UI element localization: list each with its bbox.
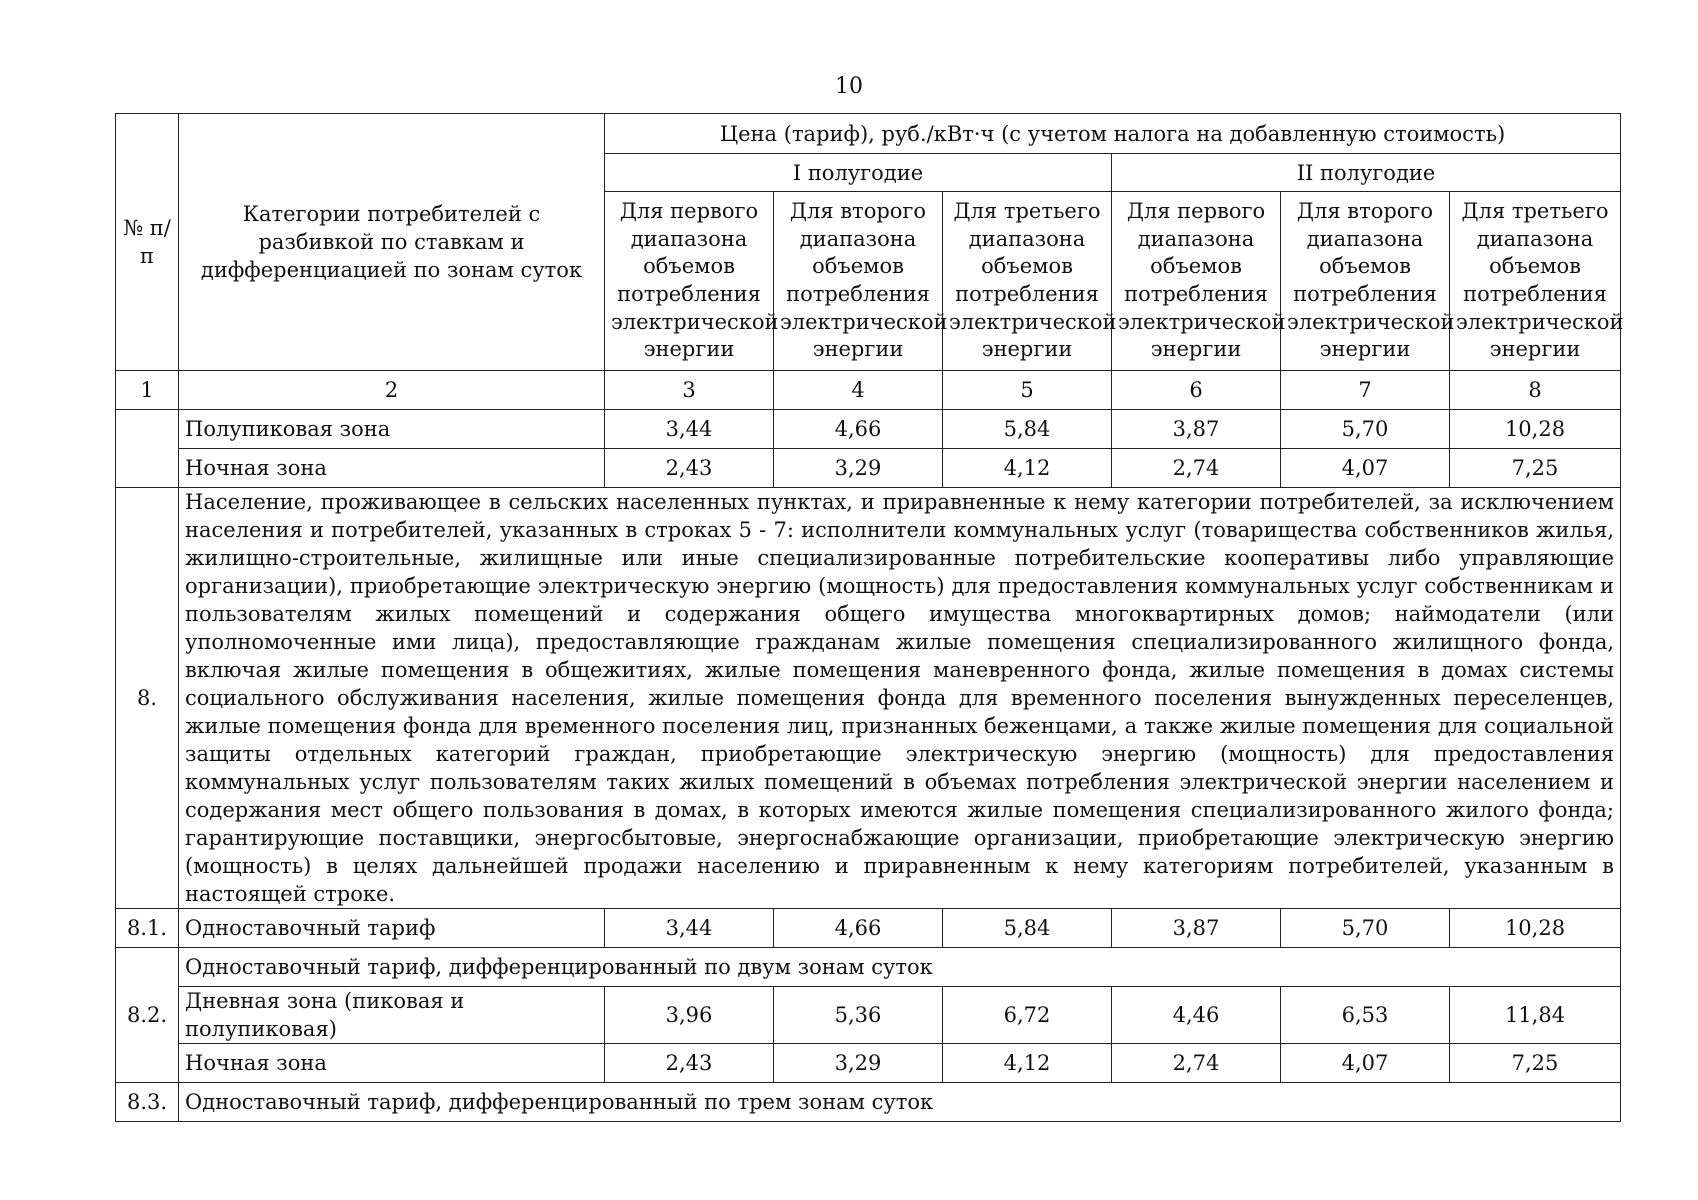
row-label: Ночная зона: [179, 1044, 605, 1083]
tariff-value: 2,43: [605, 449, 774, 488]
tariff-value: 2,43: [605, 1044, 774, 1083]
table-row: [116, 488, 1621, 909]
table-row: [116, 948, 1621, 987]
category-description: Население, проживающее в сельских населенных пунктах, и приравненные к нему категории потребителей, за исключением населения и потребителей, указанных в строках 5 - 7: исполнители коммунальных услуг (товарищества собственников жилья, жилищно-строительные, жилищные или иные специализированные потребительские кооперативы либо управляющие организации), приобретающие электрическую энергию (мощность) для предоставления коммунальных услуг собственникам и пользователям жилых помещений и содержания общего имущества многоквартирных домов; наймодатели (или уполномоченные ими лица), предоставляющие гражданам жилые помещения специализированного жилищного фонда, включая жилые помещения в общежитиях, жилые помещения маневренного фонда, жилые помещения в домах системы социального обслуживания населения, жилые помещения фонда для временного поселения вынужденных переселенцев, жилые помещения фонда для временного поселения лиц, признанных беженцами, а также жилые помещения для социальной защиты отдельных категорий граждан, приобретающие электрическую энергию (мощность) для предоставления коммунальных услуг пользователям таких жилых помещений в объемах потребления электрической энергии населением и содержания мест общего пользования в домах, в которых имеются жилые помещения специализированного жилого фонда; гарантирующие поставщики, энергосбытовые, энергоснабжающие организации, приобретающие электрическую энергию (мощность) в целях дальнейшей продажи населению и приравненным к нему категориям потребителей, указанным в настоящей строке.: [179, 488, 1621, 909]
tariff-value: 4,66: [774, 410, 943, 449]
row-number: 8.1.: [116, 909, 179, 948]
tariff-value: 2,74: [1112, 1044, 1281, 1083]
tariff-value: 4,46: [1112, 987, 1281, 1044]
tariff-value: 2,74: [1112, 449, 1281, 488]
tariff-value: 3,44: [605, 909, 774, 948]
header-half-2: II полугодие: [1112, 154, 1621, 192]
table-row: [116, 987, 1621, 1044]
row-number: 8.3.: [116, 1083, 179, 1122]
tariff-table: [115, 113, 1624, 1122]
tariff-value: 4,07: [1281, 1044, 1450, 1083]
row-label: Одноставочный тариф, дифференцированный по трем зонам суток: [179, 1083, 1621, 1122]
tariff-value: 5,84: [943, 410, 1112, 449]
tariff-value: 5,70: [1281, 410, 1450, 449]
tariff-value: 4,07: [1281, 449, 1450, 488]
tariff-value: 10,28: [1450, 909, 1621, 948]
tariff-value: 5,36: [774, 987, 943, 1044]
header-category: Категории потребителей с разбивкой по ставкам и дифференциацией по зонам суток: [179, 114, 605, 371]
tariff-value: 11,84: [1450, 987, 1621, 1044]
column-number: 1: [116, 371, 179, 410]
header-range: Для первого диапазона объемов потребления электрической энергии: [1112, 192, 1281, 371]
table-row: [116, 1044, 1621, 1083]
row-label: Ночная зона: [179, 449, 605, 488]
tariff-value: 4,12: [943, 449, 1112, 488]
column-number: 4: [774, 371, 943, 410]
header-half-1: I полугодие: [605, 154, 1112, 192]
column-number: 6: [1112, 371, 1281, 410]
column-number: 3: [605, 371, 774, 410]
tariff-value: 3,44: [605, 410, 774, 449]
tariff-value: 3,87: [1112, 410, 1281, 449]
tariff-value: 5,70: [1281, 909, 1450, 948]
row-label: Одноставочный тариф, дифференцированный по двум зонам суток: [179, 948, 1621, 987]
tariff-value: 3,96: [605, 987, 774, 1044]
row-label: Полупиковая зона: [179, 410, 605, 449]
header-range: Для второго диапазона объемов потребления электрической энергии: [1281, 192, 1450, 371]
tariff-value: 3,29: [774, 1044, 943, 1083]
row-label: Одноставочный тариф: [179, 909, 605, 948]
table-row: [116, 410, 1621, 449]
tariff-value: 10,28: [1450, 410, 1621, 449]
tariff-value: 7,25: [1450, 1044, 1621, 1083]
tariff-value: 6,53: [1281, 987, 1450, 1044]
header-price-title: Цена (тариф), руб./кВт·ч (с учетом налога на добавленную стоимость): [605, 114, 1621, 154]
row-number: 8.2.: [116, 948, 179, 1083]
table-row: [116, 1083, 1621, 1122]
column-number: 5: [943, 371, 1112, 410]
header-number: № п/п: [116, 114, 179, 371]
header-range: Для третьего диапазона объемов потребления электрической энергии: [943, 192, 1112, 371]
tariff-value: 5,84: [943, 909, 1112, 948]
header-row-price: [116, 114, 1621, 154]
row-number: 8.: [116, 488, 179, 909]
tariff-value: 3,29: [774, 449, 943, 488]
tariff-value: 4,66: [774, 909, 943, 948]
column-number: 8: [1450, 371, 1621, 410]
header-range: Для второго диапазона объемов потребления электрической энергии: [774, 192, 943, 371]
row-label: Дневная зона (пиковая и полупиковая): [179, 987, 605, 1044]
column-number: 2: [179, 371, 605, 410]
tariff-value: 7,25: [1450, 449, 1621, 488]
row-number: [116, 410, 179, 488]
table-row: [116, 449, 1621, 488]
page-number: 10: [835, 74, 863, 99]
header-range: Для третьего диапазона объемов потребления электрической энергии: [1450, 192, 1621, 371]
column-number-row: [116, 371, 1621, 410]
column-number: 7: [1281, 371, 1450, 410]
tariff-value: 6,72: [943, 987, 1112, 1044]
header-range: Для первого диапазона объемов потребления электрической энергии: [605, 192, 774, 371]
tariff-value: 3,87: [1112, 909, 1281, 948]
table-row: [116, 909, 1621, 948]
tariff-value: 4,12: [943, 1044, 1112, 1083]
